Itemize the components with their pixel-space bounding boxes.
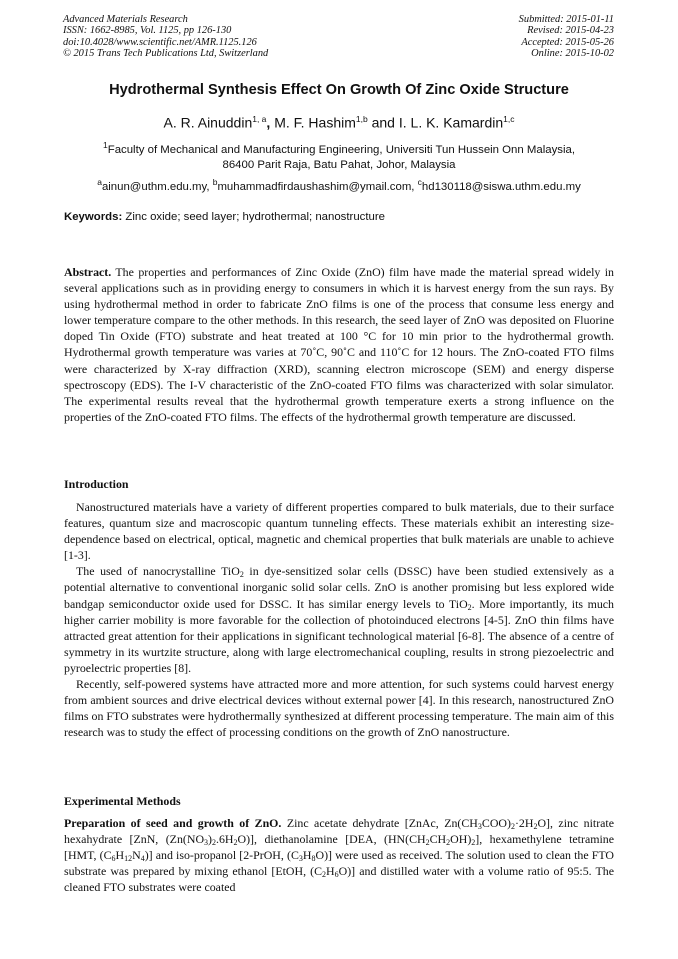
author-separator: ,	[266, 114, 275, 131]
journal-issn: ISSN: 1662-8985, Vol. 1125, pp 126-130	[63, 25, 232, 37]
email-address: hd130118@siswa.uthm.edu.my	[421, 180, 581, 193]
author-name: A. R. Ainuddin	[163, 114, 253, 131]
author-name: I. L. K. Kamardin	[398, 114, 504, 131]
journal-copyright: © 2015 Trans Tech Publications Ltd, Switzerland	[63, 48, 269, 60]
author-affil-mark: 1,b	[355, 114, 368, 124]
paper-title: Hydrothermal Synthesis Effect On Growth Of Zinc Oxide Structure	[109, 82, 569, 98]
paragraph: The used of nanocrystalline TiO$_2$ in dye-sensitized solar cells (DSSC) have been studied extensively as a potential alternative to conventional inorganic solid solar cells. ZnO is another promising but less explored wide bandgap semiconductor oxide used for DSSC. It has similar energy levels to TiO$_2$. More importantly, its much higher carrier mobility is more favorable for the collection of photoinduced electrons [4-5]. ZnO thin films have attracted great attention for their applications in significant technological material [6-8]. The absence of a centre of symmetry in its wurtzite structure, along with large electromechanical coupling, results in strong piezoelectric and pyroelectric properties [8].	[64, 564, 615, 675]
section-heading-methods: Experimental Methods	[64, 794, 181, 808]
email-mark: a	[97, 177, 102, 187]
journal-info	[63, 14, 268, 60]
email-mark: c	[417, 177, 422, 187]
paragraph: Nanostructured materials have a variety of different properties compared to bulk materials, due to their surface features, quantum size and macroscopic quantum tunneling effects. These materials exhibit an interesting size-dependence based on electrical, optical, magnetic and chemical properties that bulk materials are unable to achieve [1-3].	[64, 500, 614, 563]
affiliation-line: 86400 Parit Raja, Batu Pahat, Johor, Malaysia	[222, 158, 456, 171]
abstract-label: Abstract.	[64, 265, 112, 279]
paragraph: Recently, self-powered systems have attracted more and more attention, for such systems could harvest energy from ambient sources and drive electrical devices without external power [4]. In this research, nanostructured ZnO films on FTO substrates were hydrothermally synthesized at different processing temperature. The main aim of this research was to study the effect of processing conditions on the growth of ZnO nanostructure.	[64, 677, 614, 740]
date-online: Online: 2015-10-02	[531, 48, 614, 60]
journal-name: Advanced Materials Research	[63, 14, 188, 25]
abstract	[64, 264, 614, 425]
paragraph: Preparation of seed and growth of ZnO. Zinc acetate dehydrate [ZnAc, $Zn(CH_3COO)_2\cdot 2H_2O$], zinc nitrate hexahydrate [ZnN, $(Zn(NO_3)_2.6H_2O)$], diethanolamine [DEA, $(HN(CH_2CH_2OH)_2]$, hexamethylene tetramine [HMT, $(C_6H_{12}N_4)$] and iso-propanol [2-PrOH, $(C_3H_8O)$] were used as received. The solution used to clean the FTO substrate was prepared by mixing ethanol [EtOH, $(C_2H_6O)$] and distilled water with a volume ratio of 95:5. The cleaned FTO substrates were coated	[64, 816, 615, 895]
email-list	[40, 177, 638, 193]
author-name: M. F. Hashim	[274, 114, 356, 131]
date-revised: Revised: 2015-04-23	[527, 25, 614, 37]
keywords-label: Keywords:	[64, 211, 123, 223]
email-address: muhammadfirdaushashim@ymail.com,	[217, 180, 418, 193]
author-affil-mark: 1, a	[252, 114, 267, 124]
introduction-body	[64, 499, 614, 740]
affiliation-line: Faculty of Mechanical and Manufacturing Engineering, Universiti Tun Hussein Onn Malaysia,	[107, 143, 575, 156]
email-mark: b	[212, 177, 218, 187]
journal-doi: doi:10.4028/www.scientific.net/AMR.1125.126	[63, 36, 257, 48]
subsection-lead: Preparation of seed and growth of ZnO.	[64, 816, 282, 830]
email-address: ainun@uthm.edu.my,	[101, 180, 213, 193]
affiliation-mark: 1	[103, 140, 108, 150]
author-separator: and	[367, 114, 399, 131]
affiliation	[40, 138, 638, 173]
abstract-text: The properties and performances of Zinc Oxide (ZnO) film have made the material spread widely in several applications such as in providing energy to consumers in which it is harvest energy from the sun rays. By using hydrothermal method in order to fabricate ZnO films is one of the process that consume less energy and lower temperature compare to the other methods. In this research, the seed layer of ZnO was deposited on Fluorine doped Tin Oxide (FTO) substrate and heat treated at 100 °C for 10 min prior to the hydrothermal growth. Hydrothermal growth temperature was varies at 70˚C, 90˚C and 110˚C for 12 hours. The ZnO-coated FTO films were characterized by X-ray diffraction (XRD), scanning electron microscope (SEM) and energy disperse spectroscopy (EDS). The I-V characteristic of the ZnO-coated FTO films was characterized with solar simulator. The experimental results reveal that the hydrothermal growth temperature exerts a strong influence on the properties of the ZnO-coated FTO films. The effects of the hydrothermal growth temperature are discussed.	[64, 265, 614, 424]
submission-dates	[519, 14, 614, 60]
section-heading-introduction: Introduction	[64, 477, 129, 491]
keywords-text: Zinc oxide; seed layer; hydrothermal; nanostructure	[122, 211, 385, 223]
date-accepted: Accepted: 2015-05-26	[521, 36, 614, 48]
methods-body	[64, 815, 614, 895]
author-list	[40, 114, 638, 131]
date-submitted: Submitted: 2015-01-11	[518, 14, 614, 25]
author-affil-mark: 1,c	[503, 114, 515, 124]
keywords	[64, 211, 385, 223]
